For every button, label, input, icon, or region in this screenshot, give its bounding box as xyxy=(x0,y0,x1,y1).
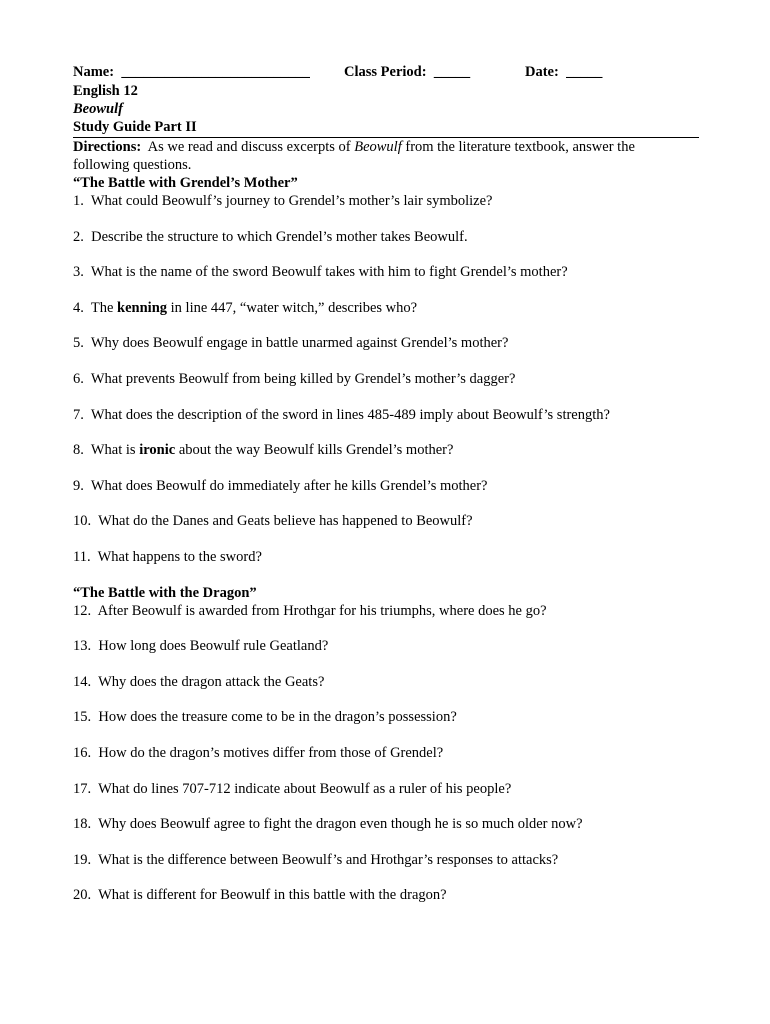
question-text: What does Beowulf do immediately after he kills Grendel’s mother? xyxy=(90,477,488,494)
name-field xyxy=(73,64,310,81)
question-7 xyxy=(73,406,699,424)
term-ironic: ironic xyxy=(139,442,176,459)
name-label: Name: xyxy=(73,64,115,80)
date-label: Date: xyxy=(525,64,559,80)
question-text: Describe the structure to which Grendel’s mother takes Beowulf. xyxy=(91,228,468,245)
question-number: 6. xyxy=(73,370,84,387)
question-text: Why does the dragon attack the Geats? xyxy=(98,673,325,690)
question-number: 4. xyxy=(73,299,84,316)
question-4 xyxy=(73,299,699,317)
question-number: 2. xyxy=(73,228,84,245)
question-text: How long does Beowulf rule Geatland? xyxy=(98,638,329,655)
question-14 xyxy=(73,673,699,691)
study-guide-page xyxy=(73,64,699,922)
question-number: 8. xyxy=(73,442,84,459)
question-text-pre: What is xyxy=(90,442,136,459)
header-line xyxy=(73,64,699,82)
question-number: 16. xyxy=(73,744,92,761)
question-text: After Beowulf is awarded from Hrothgar for his triumphs, where does he go? xyxy=(97,602,547,619)
question-text-pre: The xyxy=(90,299,114,316)
question-6 xyxy=(73,370,699,388)
question-text: Why does Beowulf engage in battle unarmed against Grendel’s mother? xyxy=(90,335,509,352)
question-number: 12. xyxy=(73,602,92,619)
question-text: What do the Danes and Geats believe has happened to Beowulf? xyxy=(98,513,473,530)
question-number: 19. xyxy=(73,851,92,868)
question-text-post: in line 447, “water witch,” describes who? xyxy=(170,299,418,316)
question-number: 18. xyxy=(73,816,92,833)
date-field xyxy=(525,64,602,81)
question-number: 3. xyxy=(73,264,84,281)
question-text: What does the description of the sword in lines 485-489 imply about Beowulf’s strength? xyxy=(90,406,610,423)
question-number: 20. xyxy=(73,887,92,904)
question-20 xyxy=(73,886,699,904)
question-text: What could Beowulf’s journey to Grendel’s mother’s lair symbolize? xyxy=(90,193,493,209)
question-15 xyxy=(73,708,699,726)
question-17 xyxy=(73,780,699,798)
course-title: English 12 xyxy=(73,83,138,99)
question-16 xyxy=(73,744,699,762)
question-number: 5. xyxy=(73,335,84,352)
question-8 xyxy=(73,441,699,459)
question-11 xyxy=(73,548,699,566)
question-number: 17. xyxy=(73,780,92,797)
question-number: 1. xyxy=(73,193,84,209)
question-1 xyxy=(73,192,699,210)
question-18 xyxy=(73,815,699,833)
question-text: What is the name of the sword Beowulf takes with him to fight Grendel’s mother? xyxy=(90,264,568,281)
question-text: What happens to the sword? xyxy=(97,548,262,565)
question-number: 7. xyxy=(73,406,84,423)
question-9 xyxy=(73,477,699,495)
question-5 xyxy=(73,334,699,352)
question-19 xyxy=(73,851,699,869)
question-text: How do the dragon’s motives differ from those of Grendel? xyxy=(98,744,444,761)
work-title: Beowulf xyxy=(73,101,123,117)
guide-title: Study Guide Part II xyxy=(73,118,699,138)
question-text: What do lines 707-712 indicate about Beowulf as a ruler of his people? xyxy=(98,780,512,797)
directions-text-after: from the literature textbook, answer the following questions. xyxy=(73,139,635,173)
question-number: 10. xyxy=(73,513,92,530)
question-text: How does the treasure come to be in the dragon’s possession? xyxy=(98,709,457,726)
question-text: What is the difference between Beowulf’s and Hrothgar’s responses to attacks? xyxy=(98,851,559,868)
question-text: Why does Beowulf agree to fight the dragon even though he is so much older now? xyxy=(98,816,583,833)
class-period-blank[interactable]: _____ xyxy=(433,64,471,80)
question-number: 15. xyxy=(73,709,92,726)
section-title-grendels-mother: “The Battle with Grendel’s Mother” xyxy=(73,175,298,191)
question-10 xyxy=(73,512,699,530)
question-number: 11. xyxy=(73,548,91,565)
directions-label: Directions: xyxy=(73,139,142,155)
date-blank[interactable]: _____ xyxy=(566,64,603,80)
directions xyxy=(73,138,673,174)
class-period-label: Class Period: xyxy=(344,64,427,80)
directions-work: Beowulf xyxy=(354,139,402,155)
question-text-post: about the way Beowulf kills Grendel’s mother? xyxy=(178,442,454,459)
question-number: 14. xyxy=(73,673,92,690)
section-title-dragon: “The Battle with the Dragon” xyxy=(73,584,257,601)
question-13 xyxy=(73,637,699,655)
directions-text-before: As we read and discuss excerpts of xyxy=(147,139,351,155)
term-kenning: kenning xyxy=(117,299,168,316)
question-text: What is different for Beowulf in this battle with the dragon? xyxy=(98,887,447,904)
question-3 xyxy=(73,263,699,281)
question-text: What prevents Beowulf from being killed by Grendel’s mother’s dagger? xyxy=(90,370,516,387)
class-period-field xyxy=(344,64,470,81)
question-2 xyxy=(73,228,699,246)
question-number: 9. xyxy=(73,477,84,494)
question-number: 13. xyxy=(73,638,92,655)
question-12 xyxy=(73,602,699,620)
name-blank[interactable]: __________________________ xyxy=(121,64,310,80)
